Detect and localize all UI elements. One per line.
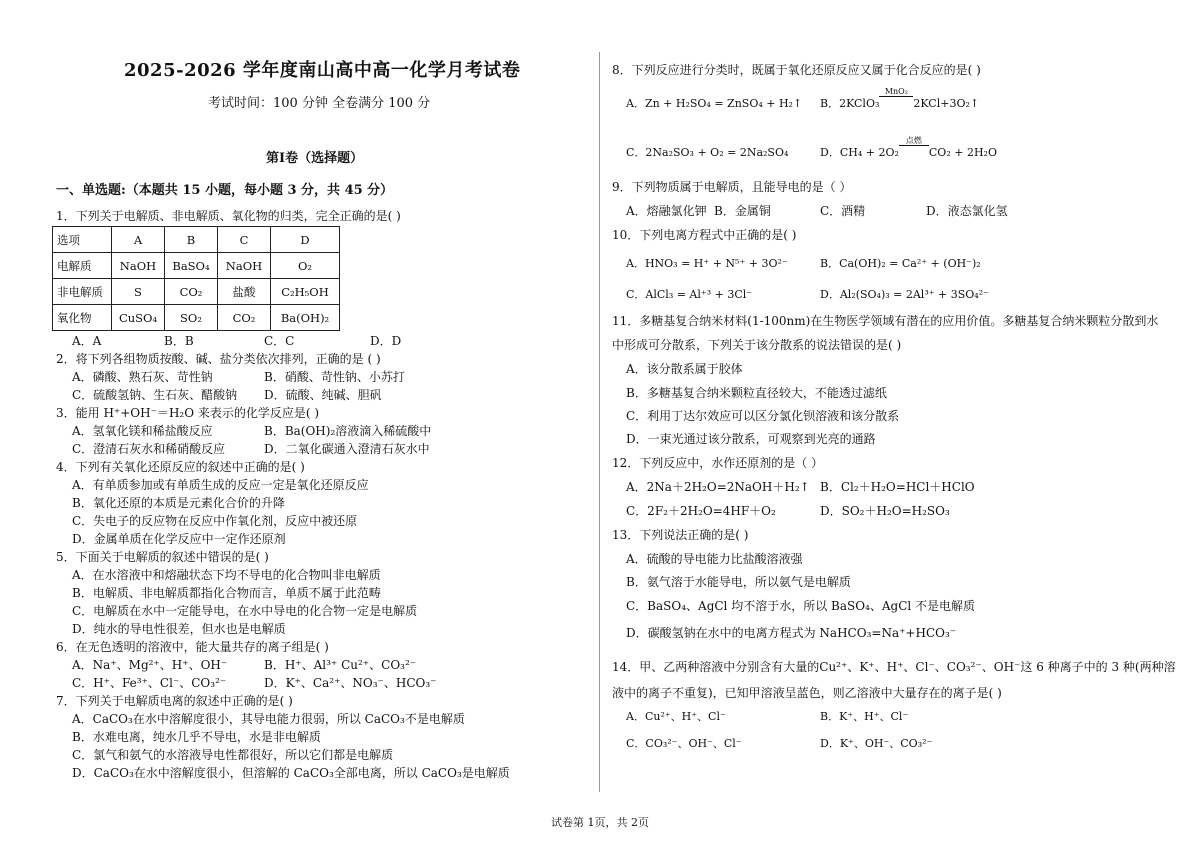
column-divider (599, 52, 600, 792)
q11-option-d: D．一束光通过该分散系，可观察到光亮的通路 (626, 432, 876, 446)
q11-stem-line1: 11．多糖基复合纳米材料(1-100nm)在生物医学领域有潜在的应用价值。多糖基复合纳米颗粒分散到水 (612, 314, 1159, 328)
q14-option-c: C．CO₃²⁻、OH⁻、Cl⁻ (626, 737, 742, 750)
q6-option-a: A．Na⁺、Mg²⁺、H⁺、OH⁻ (72, 658, 228, 672)
q13-option-d: D．碳酸氢钠在水中的电离方程式为 NaHCO₃=Na⁺+HCO₃⁻ (626, 626, 957, 640)
table-cell: SO₂ (165, 305, 218, 331)
q7-option-d: D．CaCO₃在水中溶解度很小，但溶解的 CaCO₃全部电离，所以 CaCO₃是电解质 (72, 766, 510, 780)
q12-option-d: D．SO₂＋H₂O=H₂SO₃ (820, 504, 950, 518)
q11-stem-line2: 中形成可分散系，下列关于该分散系的说法错误的是( ) (612, 338, 902, 352)
q8-d-right: CO₂ + 2H₂O (928, 146, 997, 159)
table-cell: 选项 (53, 227, 112, 253)
q9-option-b: B．金属铜 (714, 204, 771, 218)
q8-option-d (820, 136, 997, 160)
q4-option-a: A．有单质参加或有单质生成的反应一定是氧化还原反应 (72, 478, 369, 492)
table-cell: A (112, 227, 165, 253)
table-cell: 盐酸 (218, 279, 271, 305)
q4-option-d: D．金属单质在化学反应中一定作还原剂 (72, 532, 286, 546)
q1-option-c: C．C (264, 334, 295, 348)
q6-option-b: B．H⁺、Al³⁺ Cu²⁺、CO₃²⁻ (264, 658, 417, 672)
q14-stem-line1: 14．甲、乙两种溶液中分别含有大量的Cu²⁺、K⁺、H⁺、Cl⁻、CO₃²⁻、OH⁻这 6 种离子中的 3 种(两种溶 (612, 660, 1176, 674)
q4-option-c: C．失电子的反应物在反应中作氧化剂，反应中被还原 (72, 514, 358, 528)
q9-option-c: C．酒精 (820, 204, 866, 218)
q7-option-a: A．CaCO₃在水中溶解度很小，其导电能力很弱，所以 CaCO₃不是电解质 (72, 712, 465, 726)
q13-stem: 13．下列说法正确的是( ) (612, 528, 749, 542)
q2-option-a: A．磷酸、熟石灰、苛性钠 (72, 370, 213, 384)
q3-option-d: D．二氧化碳通入澄清石灰水中 (264, 442, 430, 456)
q10-stem: 10．下列电离方程式中正确的是( ) (612, 228, 797, 242)
q8-d-arrow (899, 136, 929, 156)
exam-title: 2025-2026 学年度南山高中高一化学月考试卷 (124, 60, 521, 81)
q6-option-d: D．K⁺、Ca²⁺、NO₃⁻、HCO₃⁻ (264, 676, 437, 690)
q1-table (52, 226, 340, 331)
exam-info: 考试时间：100 分钟 全卷满分 100 分 (208, 96, 431, 111)
q10-option-d: D．Al₂(SO₄)₃ = 2Al³⁺ + 3SO₄²⁻ (820, 288, 989, 301)
q7-option-b: B．水难电离，纯水几乎不导电，水是非电解质 (72, 730, 321, 744)
table-cell: Ba(OH)₂ (271, 305, 340, 331)
q5-option-c: C．电解质在水中一定能导电，在水中导电的化合物一定是电解质 (72, 604, 418, 618)
q8-b-left: 2KClO₃ (839, 97, 880, 110)
q14-option-a: A．Cu²⁺、H⁺、Cl⁻ (626, 710, 726, 723)
q5-option-d: D．纯水的导电性很差，但水也是电解质 (72, 622, 286, 636)
table-row (53, 253, 340, 279)
q3-option-c: C．澄清石灰水和稀硝酸反应 (72, 442, 226, 456)
q8-option-b (820, 87, 980, 111)
q2-option-b: B．硝酸、苛性钠、小苏打 (264, 370, 405, 384)
q10-option-b: B．Ca(OH)₂ = Ca²⁺ + (OH⁻)₂ (820, 257, 981, 270)
section-title: 一、单选题:（本题共 15 小题，每小题 3 分，共 45 分） (56, 183, 394, 198)
q9-option-a: A．熔融氯化钾 (626, 204, 707, 218)
q5-option-b: B．电解质、非电解质都指化合物而言，单质不属于此范畴 (72, 586, 381, 600)
q13-option-b: B．氨气溶于水能导电，所以氨气是电解质 (626, 575, 851, 589)
q8-d-left: CH₄ + 2O₂ (839, 146, 899, 159)
table-cell: CO₂ (165, 279, 218, 305)
q3-stem: 3．能用 H⁺+OH⁻＝H₂O 来表示的化学反应是( ) (56, 406, 320, 420)
q2-option-c: C．硫酸氢钠、生石灰、醋酸钠 (72, 388, 238, 402)
q6-option-c: C．H⁺、Fe³⁺、Cl⁻、CO₃²⁻ (72, 676, 227, 690)
q11-option-b: B．多糖基复合纳米颗粒直径较大，不能透过滤纸 (626, 386, 887, 400)
table-cell: B (165, 227, 218, 253)
table-cell: NaOH (218, 253, 271, 279)
table-cell: CO₂ (218, 305, 271, 331)
table-cell: CuSO₄ (112, 305, 165, 331)
q2-option-d: D．硫酸、纯碱、胆矾 (264, 388, 382, 402)
q6-stem: 6．在无色透明的溶液中，能大量共存的离子组是( ) (56, 640, 329, 654)
table-cell: BaSO₄ (165, 253, 218, 279)
q10-option-c: C．AlCl₃ = Al⁺³ + 3Cl⁻ (626, 288, 753, 301)
q2-stem: 2．将下列各组物质按酸、碱、盐分类依次排列，正确的是 ( ) (56, 352, 381, 366)
table-cell: NaOH (112, 253, 165, 279)
q8-b-right: 2KCl+3O₂↑ (913, 97, 980, 110)
q1-option-a: A．A (72, 334, 102, 348)
q12-option-c: C．2F₂＋2H₂O=4HF＋O₂ (626, 504, 776, 518)
q1-stem: 1．下列关于电解质、非电解质、氧化物的归类，完全正确的是( ) (56, 209, 401, 223)
q8-option-c: C．2Na₂SO₃ + O₂ = 2Na₂SO₄ (626, 146, 789, 159)
part-title: 第Ⅰ卷（选择题） (266, 151, 364, 166)
q8-b-arrow (879, 87, 913, 107)
q14-stem-line2: 液中的离子不重复)，已知甲溶液呈蓝色，则乙溶液中大量存在的离子是( ) (612, 686, 1002, 700)
q5-option-a: A．在水溶液中和熔融状态下均不导电的化合物叫非电解质 (72, 568, 381, 582)
table-cell: C (218, 227, 271, 253)
q13-option-c: C．BaSO₄、AgCl 均不溶于水，所以 BaSO₄、AgCl 不是电解质 (626, 599, 976, 613)
table-cell: 电解质 (53, 253, 112, 279)
page-footer: 试卷第 1页，共 2页 (551, 816, 649, 829)
table-cell: 氧化物 (53, 305, 112, 331)
table-row (53, 279, 340, 305)
q12-stem: 12．下列反应中，水作还原剂的是（ ） (612, 456, 824, 470)
table-row (53, 227, 340, 253)
table-cell: C₂H₅OH (271, 279, 340, 305)
q8-d-condition: 点燃 (899, 136, 929, 146)
table-cell: D (271, 227, 340, 253)
table-cell: 非电解质 (53, 279, 112, 305)
q11-option-a: A．该分散系属于胶体 (626, 362, 743, 376)
q8-b-condition: MnO₂ (879, 87, 913, 97)
q3-option-b: B．Ba(OH)₂溶液滴入稀硫酸中 (264, 424, 432, 438)
q8-stem: 8．下列反应进行分类时，既属于氧化还原反应又属于化合反应的是( ) (612, 63, 981, 77)
q12-option-b: B．Cl₂＋H₂O=HCl＋HClO (820, 480, 975, 494)
q14-option-b: B．K⁺、H⁺、Cl⁻ (820, 710, 909, 723)
q8-d-label: D． (820, 146, 840, 159)
q13-option-a: A．硫酸的导电能力比盐酸溶液强 (626, 552, 803, 566)
q4-option-b: B．氧化还原的本质是元素化合价的升降 (72, 496, 285, 510)
q8-b-label: B． (820, 97, 840, 110)
q14-option-d: D．K⁺、OH⁻、CO₃²⁻ (820, 737, 933, 750)
q7-stem: 7．下列关于电解质电离的叙述中正确的是( ) (56, 694, 293, 708)
q4-stem: 4．下列有关氧化还原反应的叙述中正确的是( ) (56, 460, 305, 474)
q9-option-d: D．液态氯化氢 (926, 204, 1008, 218)
q9-stem: 9．下列物质属于电解质，且能导电的是（ ） (612, 180, 852, 194)
q3-option-a: A．氢氧化镁和稀盐酸反应 (72, 424, 213, 438)
table-cell: O₂ (271, 253, 340, 279)
table-row (53, 305, 340, 331)
q1-option-b: B．B (164, 334, 194, 348)
q11-option-c: C．利用丁达尔效应可以区分氯化钡溶液和该分散系 (626, 409, 900, 423)
table-cell: S (112, 279, 165, 305)
q5-stem: 5．下面关于电解质的叙述中错误的是( ) (56, 550, 269, 564)
q8-option-a: A．Zn + H₂SO₄ = ZnSO₄ + H₂↑ (626, 97, 803, 110)
q10-option-a: A．HNO₃ = H⁺ + N⁵⁺ + 3O²⁻ (626, 257, 788, 270)
q1-option-d: D．D (370, 334, 402, 348)
q12-option-a: A．2Na＋2H₂O=2NaOH＋H₂↑ (626, 480, 810, 494)
q7-option-c: C．氯气和氨气的水溶液导电性都很好，所以它们都是电解质 (72, 748, 394, 762)
